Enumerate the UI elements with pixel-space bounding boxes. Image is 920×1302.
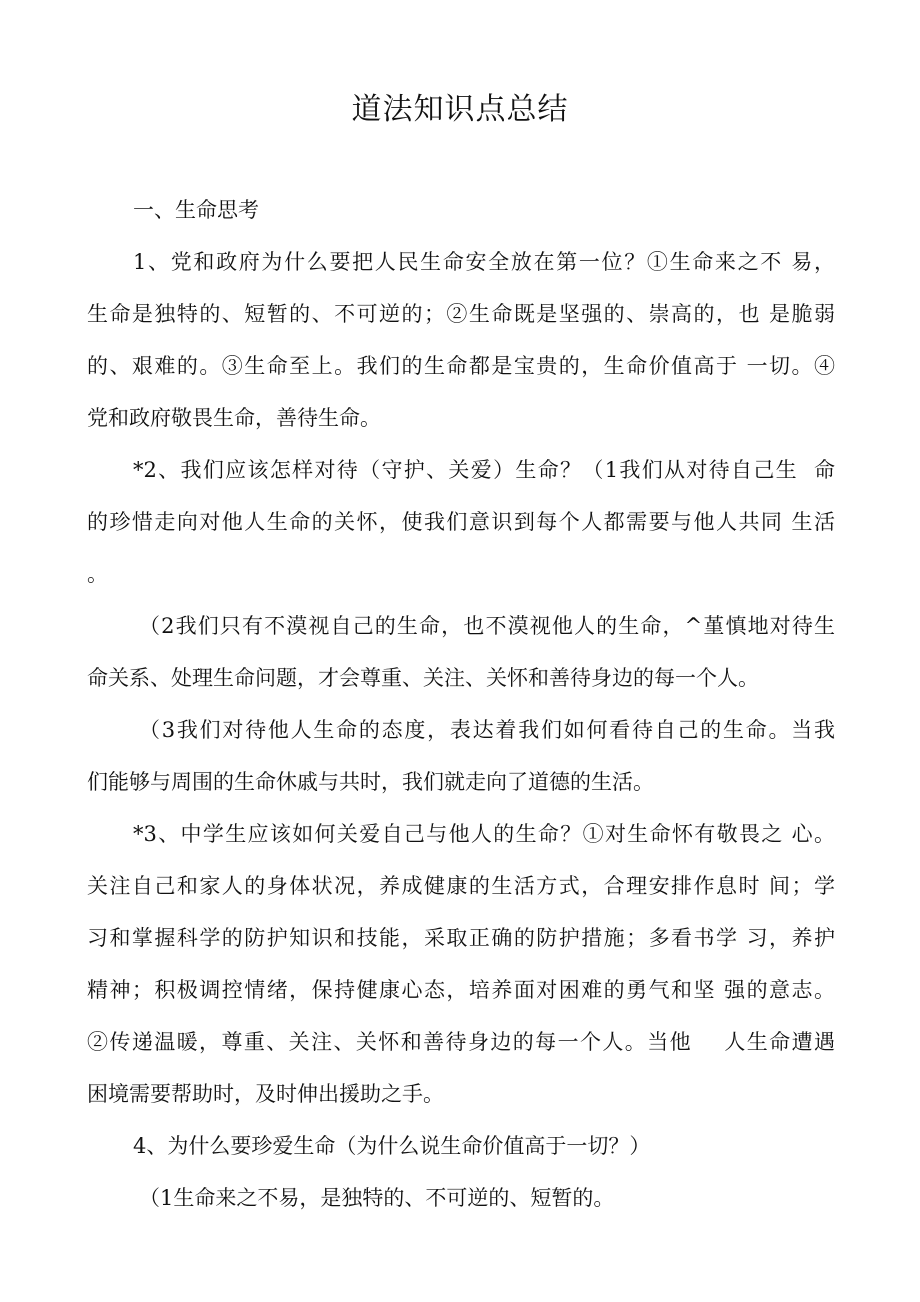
document-body	[87, 184, 835, 1224]
paragraph-line: 党和政府敬畏生命，善待生命。	[87, 406, 381, 430]
section-question: 4、为什么要珍爱生命（为什么说生命价值高于一切？）	[133, 1134, 651, 1158]
paragraph-line: （2我们只有不漠视自己的生命，也不漠视他人的生命，^堇慎地对待生	[139, 614, 835, 638]
paragraph-line: 们能够与周围的生命休戚与共时，我们就走向了道德的生活。	[87, 770, 654, 794]
paragraph-line: 。	[87, 562, 108, 586]
paragraph-line: *2、我们应该怎样对待（守护、关爱）生命？（1我们从对待自己生 命	[133, 458, 835, 482]
paragraph-line: *3、中学生应该如何关爱自己与他人的生命？①对生命怀有敬畏之 心。	[133, 822, 835, 846]
paragraph-line: 命关系、处理生命问题，才会尊重、关注、关怀和善待身边的每一个人。	[87, 666, 759, 690]
paragraph-line: 习和掌握科学的防护知识和技能，采取正确的防护措施；多看书学 习，养护	[87, 926, 835, 950]
paragraph-line: 1、党和政府为什么要把人民生命安全放在第一位？①生命来之不 易，	[133, 250, 835, 274]
document-title: 道法知识点总结	[351, 92, 569, 127]
paragraph-line: 精神；积极调控情绪，保持健康心态，培养面对困难的勇气和坚 强的意志。	[87, 978, 835, 1002]
paragraph-line: 困境需要帮助时，及时伸出援助之手。	[87, 1082, 444, 1106]
paragraph-line: （3我们对待他人生命的态度，表达着我们如何看待自己的生命。当我	[139, 718, 835, 742]
paragraph-line: ②传递温暖，尊重、关注、关怀和善待身边的每一个人。当他 人生命遭遇	[87, 1030, 835, 1054]
paragraph-line: （1生命来之不易，是独特的、不可逆的、短暂的。	[139, 1186, 615, 1210]
paragraph-line: 生命是独特的、短暂的、不可逆的；②生命既是坚强的、崇高的，也 是脆弱	[87, 302, 835, 326]
paragraph-line: 关注自己和家人的身体状况，养成健康的生活方式，合理安排作息时 间；学	[87, 874, 835, 898]
paragraph-line: 的、艰难的。③生命至上。我们的生命都是宝贵的，生命价值高于 一切。④	[87, 354, 835, 378]
paragraph-line: 的珍惜走向对他人生命的关怀，使我们意识到每个人都需要与他人共同 生活	[87, 510, 835, 534]
section-heading: 一、生命思考	[133, 198, 259, 222]
